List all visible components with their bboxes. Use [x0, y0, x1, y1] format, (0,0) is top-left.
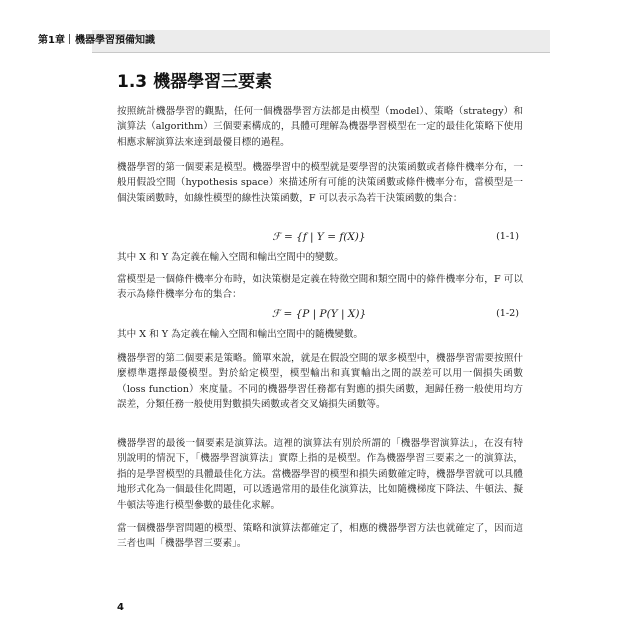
paragraph-model: 機器學習的第一個要素是模型。機器學習中的模型就是要學習的決策函數或者條件機率分布，一般用假設空間（hypothesis space）來描述所有可能的決策函數或條件機率分布，當模型是一個決策函數時，如線性模型的線性決策函數，F 可以表示為若干決策函數的集合：: [117, 162, 523, 204]
paragraph-conclusion: 當一個機器學習問題的模型、策略和演算法都確定了，相應的機器學習方法也就確定了，因而這三者也叫「機器學習三要素」。: [117, 523, 523, 550]
paragraph-intro: 按照統計機器學習的觀點，任何一個機器學習方法都是由模型（model）、策略（strategy）和演算法（algorithm）三個要素構成的，具體可理解為機器學習模型在一定的最佳化策略下使用相應求解演算法來達到最優目標的過程。: [117, 106, 523, 148]
formula-number: (1-2): [496, 308, 519, 319]
page-number: 4: [117, 602, 124, 613]
chapter-label: 第1章: [38, 35, 65, 46]
formula-expression: ℱ = {f | Y = f(X)}: [272, 231, 366, 243]
paragraph-conditional: 當模型是一個條件機率分布時，如決策樹是定義在特徵空間和類空間中的條件機率分布，F 可以表示為條件機率分布的集合：: [117, 274, 523, 301]
formula-1-2: [117, 305, 523, 323]
paragraph-random-variables: 其中 X 和 Y 為定義在輸入空間和輸出空間中的隨機變數。: [117, 329, 364, 340]
header-divider: [69, 34, 70, 44]
chapter-title: 機器學習預備知識: [74, 35, 155, 46]
formula-1-1: [117, 228, 523, 246]
section-number: 1.3: [117, 72, 148, 92]
section-title-text: 機器學習三要素: [153, 72, 273, 92]
section-heading: [117, 70, 272, 94]
formula-expression: ℱ = {P | P(Y | X)}: [271, 308, 367, 320]
paragraph-variables: 其中 X 和 Y 為定義在輸入空間和輸出空間中的變數。: [117, 252, 344, 263]
running-header-bar: [92, 30, 550, 53]
formula-number: (1-1): [496, 231, 519, 242]
running-header: [38, 32, 155, 50]
paragraph-algorithm: 機器學習的最後一個要素是演算法。這裡的演算法有別於所謂的「機器學習演算法」，在沒有特別說明的情況下，「機器學習演算法」實際上指的是模型。作為機器學習三要素之一的演算法，指的是學習模型的具體最佳化方法。當機器學習的模型和損失函數確定時，機器學習就可以具體地形式化為一個最佳化問題，可以透過常用的最佳化演算法，比如隨機梯度下降法、牛頓法、擬牛頓法等進行模型參數的最佳化求解。: [117, 438, 523, 511]
paragraph-strategy: 機器學習的第二個要素是策略。簡單來說，就是在假設空間的眾多模型中，機器學習需要按照什麼標準選擇最優模型。對於給定模型，模型輸出和真實輸出之間的誤差可以用一個損失函數（loss function）來度量。不同的機器學習任務都有對應的損失函數，迴歸任務一般使用均方誤差，分類任務一般使用對數損失函數或者交叉熵損失函數等。: [117, 353, 523, 411]
